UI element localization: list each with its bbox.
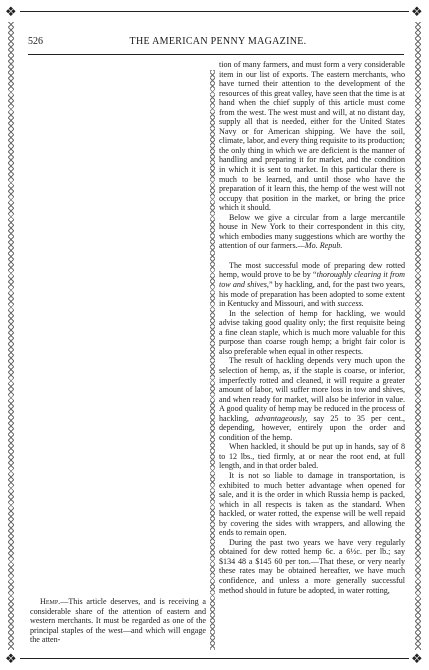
hemp-paragraph	[30, 597, 206, 645]
left-border-rule	[8, 22, 14, 650]
page-number: 526	[28, 36, 43, 47]
paragraph-mode-emphasis-1: thoroughly clearing it from tow and shives,	[219, 270, 405, 290]
paragraph-continued: tion of many farmers, and must form a very considerable item in our list of exports. The eastern merchants, who have turned their attention to the development of the resources of this great valley, have seen that the time is at hand when the chief supply of this article must come from the west. The west must and will, at no distant day, supply all that is needed, either for the United States Navy or for American shipping. We have the soil, climate, labor, and every thing requisite to its production; the only thing in which we are deficient is the manner of handling and preparing it for market, and the condition in which it is sent to market. In this particular there is much to be learned, and until those who have the preparation of it learn this, the hemp of the west will not occupy that position in the market, or bring the price which it should.	[219, 60, 406, 213]
left-column-text: —This article deserves, and is receiving a considerable share of the attention of eastern and western merchants. It must be regarded as one of the principal staples of the west—and which will engage the atten-	[30, 597, 206, 645]
paragraph-result-text-a: The result of hackling depends very much upon the selection of hemp, as, if the staple is coarse, or inferior, imperfectly rotted and cleaned, it will require a greater amount of labor, will suffer more loss in tow and shives, and when ready for market, will also be inferior in value. A good quality of hemp may be reduced in the process of hackling,	[219, 356, 405, 423]
source-signature: —Mo. Repub.	[297, 241, 343, 251]
header-rule	[28, 54, 404, 55]
paragraph-mode-text-b: ” by hackling, and, for the past two years, his mode of preparation has been adopted to some extent in Kentucky and Missouri, and with	[219, 280, 405, 309]
column-divider-rule	[210, 70, 215, 650]
lead-word: Hemp.	[40, 597, 61, 606]
section-gap	[219, 251, 405, 261]
paragraph-circular-intro-text: Below we give a circular from a large mercantile house in New York to their correspondent in this city, which embodies many suggestions which are worthy the attention of our farmers.	[219, 212, 405, 251]
running-title: THE AMERICAN PENNY MAGAZINE.	[129, 36, 307, 47]
bottom-border-rule	[20, 658, 409, 659]
corner-ornament-icon: ❖	[411, 651, 423, 666]
top-border-rule	[20, 11, 409, 12]
paragraph-circular-intro	[219, 213, 405, 251]
paragraph-mode-emphasis-2: success.	[337, 299, 364, 309]
paragraph-result-emphasis: advantageously,	[254, 413, 308, 423]
right-column	[219, 60, 405, 595]
paragraph-prices: During the past two years we have very regularly obtained for dew rotted hemp 6c. a 6½c. per lb.; say $134 48 a $145 60 per ton.—That these, or very nearly these rates may be obtained hereafter, we have much confidence, and unless a more generally successful method should in future be adopted, in water rotting,	[219, 537, 405, 595]
paragraph-mode-text-a: The most successful mode of preparing dew rotted hemp, would prove to be by “	[219, 260, 405, 280]
paragraph-transportation: It is not so liable to damage in transportation, is exhibited to much better advantage when opened for sale, and it is the order in which Russia hemp is packed, which in all respects is taken as the standard. When hackled, or water rotted, the expense will be well repaid by covering the sides with wrappers, and allowing the ends to remain open.	[219, 470, 405, 538]
corner-ornament-icon: ❖	[5, 4, 17, 19]
paragraph-selection: In the selection of hemp for hackling, we would advise taking good quality only; the first requisite being a fine clean staple, which is much more valuable for this purpose than coarse rough hemp; a bright fair color is also preferable when equal in other respects.	[219, 308, 405, 356]
page-header	[28, 36, 404, 52]
paragraph-hackled: When hackled, it should be put up in hands, say of 8 to 12 lbs., tied firmly, at or near the root end, at full length, and in that order baled.	[219, 442, 405, 471]
corner-ornament-icon: ❖	[5, 651, 17, 666]
paragraph-result-text-b: say 25 to 35 per cent., depending, however, entirely upon the order and condition of the hemp.	[219, 413, 405, 442]
right-border-rule	[415, 22, 421, 650]
paragraph-mode	[219, 261, 405, 309]
corner-ornament-icon: ❖	[411, 4, 423, 19]
paragraph-result	[219, 356, 405, 442]
left-column	[30, 597, 206, 645]
